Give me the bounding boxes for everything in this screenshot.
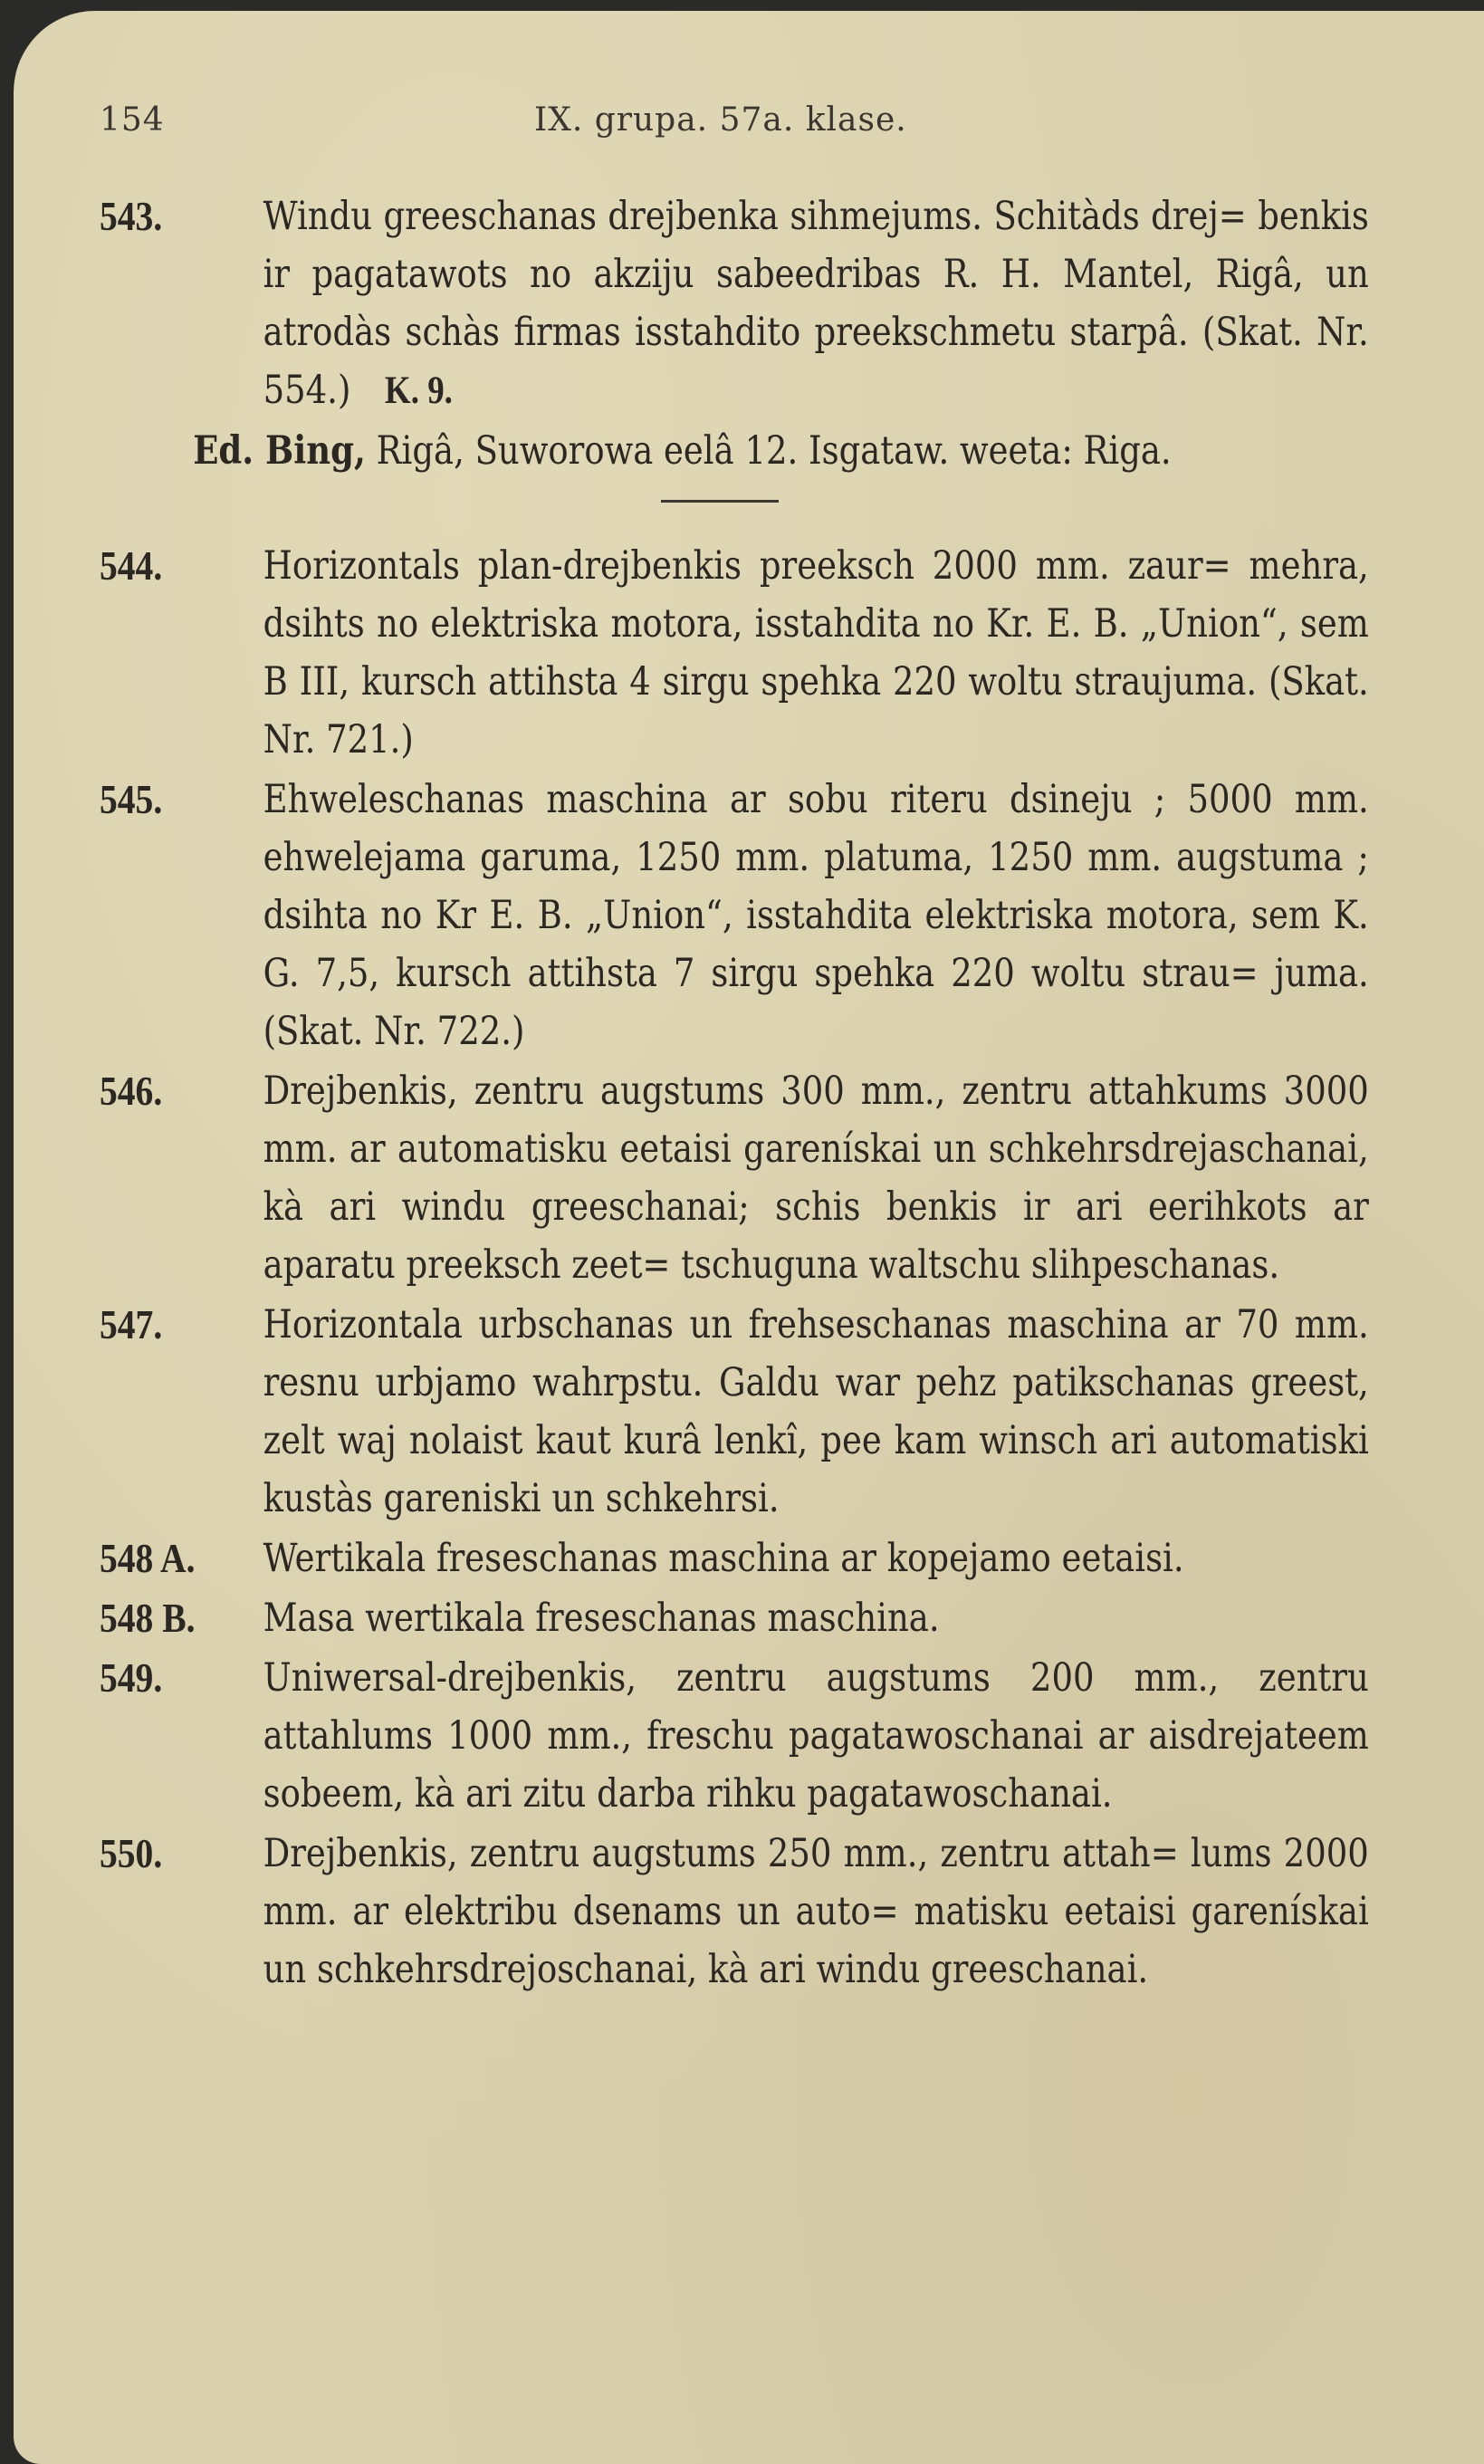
catalog-entry-548a <box>100 1529 1369 1587</box>
class-mark: K. 9. <box>384 369 453 412</box>
catalog-entry-550 <box>100 1825 1369 1999</box>
catalog-entry-543 <box>100 187 1369 420</box>
section-title: IX. grupa. 57a. klase. <box>534 101 907 139</box>
exhibitor-name: Ed. Bing, <box>193 428 366 474</box>
entry-text: Drejbenkis, zentru augstums 250 mm., zentru attah= lums 2000 mm. ar elektribu dsenams un auto= matisku eetaisi garenískai un schkehrsdrejoschanai, kà ari windu greeschanai. <box>263 1831 1369 1992</box>
catalog-entry-549 <box>100 1649 1369 1823</box>
entry-number: 545. <box>100 776 163 822</box>
entry-text: Horizontals plan-drejbenkis preeksch 2000 mm. zaur= mehra, dsihts no elektriska motora, isstahdita no Kr. E. B. „Union“, sem B III, kursch attihsta 4 sirgu spehka 220 woltu straujuma. (Skat. Nr. 721.) <box>263 543 1369 762</box>
entry-text: Ehweleschanas maschina ar sobu riteru dsineju ; 5000 mm. ehwelejama garuma, 1250 mm. platuma, 1250 mm. augstuma ; dsihta no Kr E. B. „Union“, isstahdita elektriska motora, sem K. G. 7,5, kursch attihsta 7 sirgu spehka 220 woltu strau= juma. (Skat. Nr. 722.) <box>263 777 1369 1054</box>
catalog-entry-544 <box>100 537 1369 769</box>
entry-number: 548 A. <box>100 1535 196 1581</box>
entry-text: Windu greeschanas drejbenka sihmejums. Schitàds drej= benkis ir pagatawots no akziju sabeedribas R. H. Mantel, Rigâ, un atrodàs schàs firmas isstahdito preekschmetu starpâ. (Skat. Nr. 554.) <box>263 194 1369 413</box>
catalog-entry-547 <box>100 1296 1369 1528</box>
catalog-entry-545 <box>100 771 1369 1060</box>
entry-number: 543. <box>100 193 163 239</box>
entry-text: Horizontala urbschanas un frehseschanas maschina ar 70 mm. resnu urbjamo wahrpstu. Galdu war pehz patikschanas greest, zelt waj nolaist kaut kurâ lenkî, pee kam winsch ari automatiski kustàs gareniski un schkehrsi. <box>263 1302 1369 1521</box>
exhibitor-address: Rigâ, Suworowa eelâ 12. Isgataw. weeta: Riga. <box>376 428 1172 474</box>
entry-text: Uniwersal-drejbenkis, zentru augstums 200 mm., zentru attahlums 1000 mm., freschu pagatawoschanai ar aisdrejateem sobeem, kà ari zitu darba rihku pagatawoschanai. <box>263 1655 1369 1817</box>
entry-number: 550. <box>100 1830 163 1876</box>
entry-number: 548 B. <box>100 1595 196 1641</box>
catalog-entry-548b <box>100 1589 1369 1647</box>
entry-number: 544. <box>100 542 163 589</box>
entry-number: 546. <box>100 1068 163 1114</box>
catalog-entries <box>100 187 1394 2000</box>
entry-text: Drejbenkis, zentru augstums 300 mm., zentru attahkums 3000 mm. ar automatisku eetaisi garenískai un schkehrsdrejaschanai, kà ari windu greeschanai; schis benkis ir ari eerihkots ar aparatu preeksch zeet= tschuguna waltschu slihpeschanas. <box>263 1069 1369 1288</box>
entry-number: 549. <box>100 1654 163 1701</box>
book-page <box>14 11 1484 2464</box>
exhibitor-line <box>100 422 1369 480</box>
catalog-entry-546 <box>100 1062 1369 1294</box>
section-divider <box>661 500 779 503</box>
entry-number: 547. <box>100 1301 163 1347</box>
entry-text: Masa wertikala freseschanas maschina. <box>263 1596 940 1641</box>
page-number: 154 <box>100 101 165 139</box>
entry-text: Wertikala freseschanas maschina ar kopejamo eetaisi. <box>263 1536 1184 1581</box>
